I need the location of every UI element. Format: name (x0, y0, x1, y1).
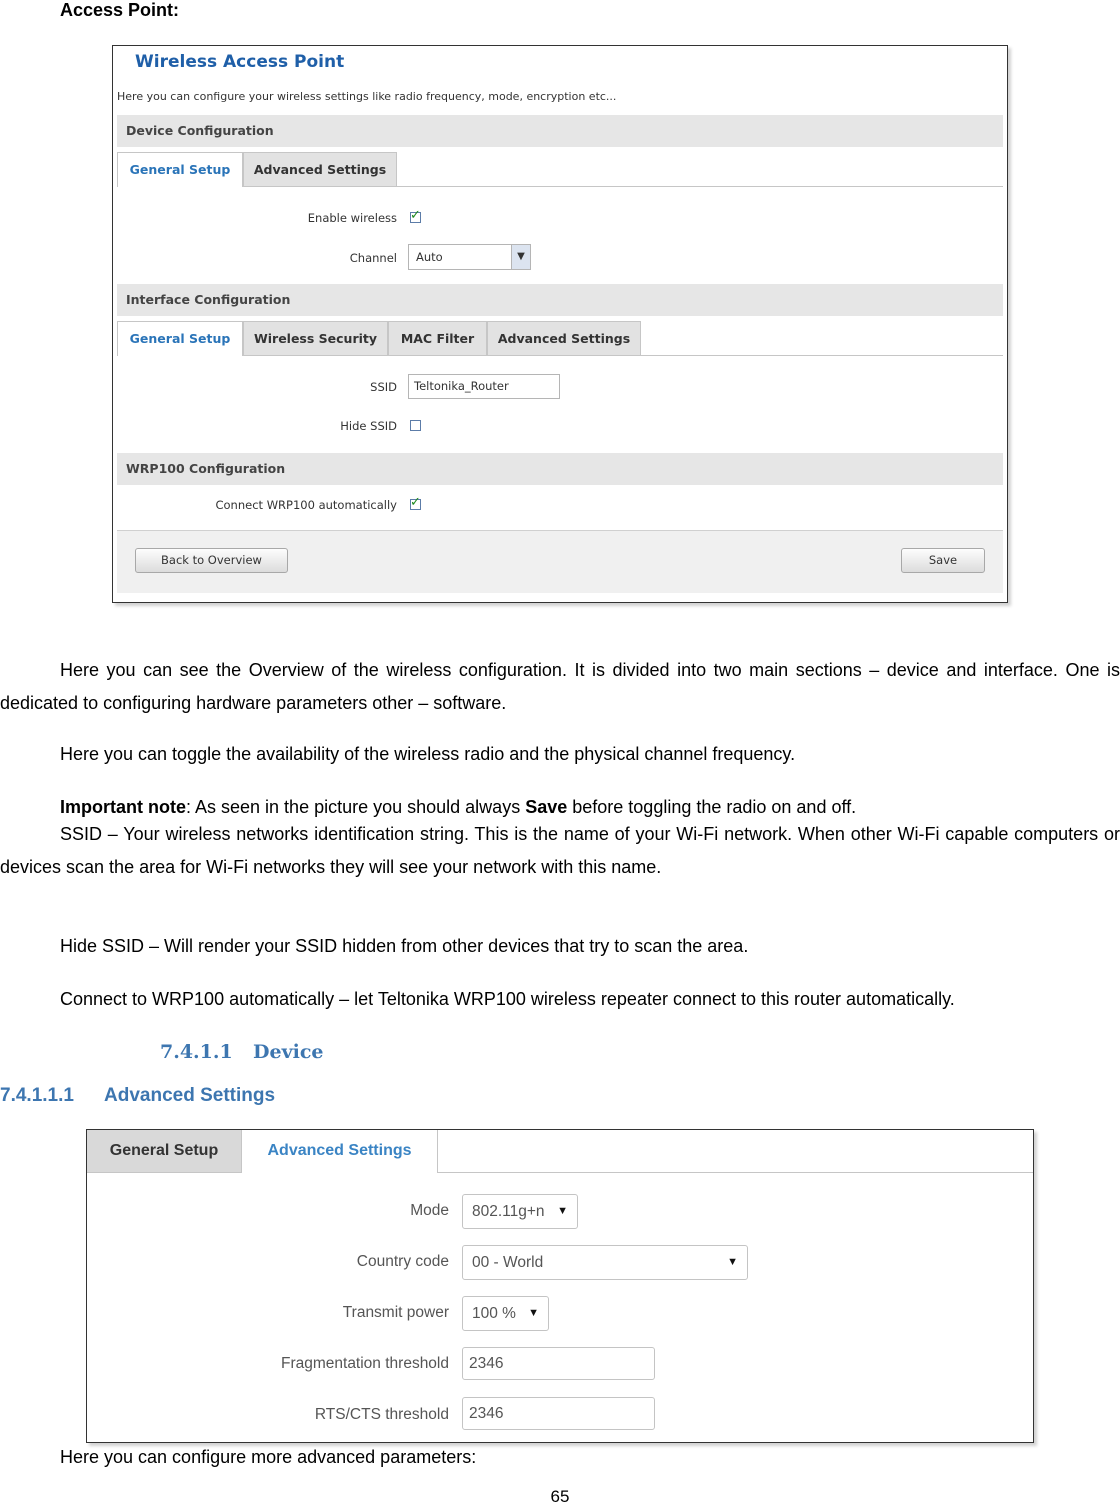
transmit-power-select[interactable] (462, 1296, 549, 1331)
page-number: 65 (550, 1487, 570, 1506)
heading-advanced-settings: 7.4.1.1.1 Advanced Settings (0, 1085, 276, 1106)
back-to-overview-button[interactable]: Back to Overview (135, 548, 288, 573)
mode-value: 802.11g+n (472, 1203, 545, 1220)
fragmentation-threshold-input[interactable]: 2346 (462, 1347, 655, 1380)
hide-ssid-checkbox[interactable] (410, 420, 421, 431)
access-point-heading: Access Point: (60, 0, 180, 20)
heading-device: 7.4.1.1 Device (160, 1041, 324, 1063)
channel-value: Auto (416, 250, 443, 264)
paragraph-overview: Here you can see the Overview of the wireless configuration. It is divided into two main sections – device and interface. One is dedicated to configuring hardware parameters other – software. (0, 660, 1120, 713)
connect-wrp100-label: Connect WRP100 automatically (215, 498, 397, 512)
device-tabs (117, 152, 1003, 187)
paragraph-advanced-intro: Here you can configure more advanced parameters: (60, 1447, 477, 1467)
tab-general-setup[interactable]: General Setup (87, 1130, 242, 1172)
wireless-ap-screenshot (112, 45, 1008, 603)
channel-select[interactable] (408, 244, 531, 270)
mode-select[interactable] (462, 1194, 578, 1229)
hide-ssid-label: Hide SSID (340, 419, 397, 433)
dropdown-arrow-icon: ▼ (557, 1205, 568, 1217)
form-footer (117, 530, 1003, 593)
paragraph-ssid: SSID – Your wireless networks identification string. This is the name of your Wi-Fi network. When other Wi-Fi capable computers or devices scan the area for Wi-Fi networks they will see your network with this name. (0, 824, 1120, 877)
wap-title: Wireless Access Point (135, 52, 345, 72)
tab-mac-filter[interactable]: MAC Filter (388, 321, 487, 355)
transmit-power-value: 100 % (472, 1305, 516, 1322)
tab-wireless-security[interactable]: Wireless Security (243, 321, 388, 355)
mode-label: Mode (410, 1202, 449, 1219)
device-configuration-bar: Device Configuration (117, 115, 1003, 147)
transmit-power-label: Transmit power (342, 1304, 449, 1321)
ssid-input[interactable]: Teltonika_Router (408, 374, 560, 399)
country-code-label: Country code (356, 1253, 449, 1270)
tab-device-advanced-settings[interactable]: Advanced Settings (243, 152, 397, 186)
country-code-value: 00 - World (472, 1254, 544, 1271)
channel-label: Channel (349, 251, 397, 265)
wap-description: Here you can configure your wireless settings like radio frequency, mode, encryption etc... (117, 90, 617, 103)
country-code-select[interactable] (462, 1245, 748, 1280)
advanced-tabs (87, 1130, 1033, 1173)
dropdown-arrow-icon: ▼ (528, 1307, 539, 1319)
advanced-settings-screenshot (86, 1129, 1034, 1443)
ssid-label: SSID (370, 380, 397, 394)
paragraph-toggle: Here you can toggle the availability of the wireless radio and the physical channel frequency. (60, 744, 796, 764)
interface-configuration-bar: Interface Configuration (117, 284, 1003, 316)
tab-device-general-setup[interactable]: General Setup (117, 152, 243, 187)
paragraph-connect-wrp100: Connect to WRP100 automatically – let Teltonika WRP100 wireless repeater connect to this router automatically. (60, 989, 955, 1009)
chevron-down-icon: ▼ (511, 245, 530, 269)
rts-cts-threshold-label: RTS/CTS threshold (314, 1406, 449, 1423)
dropdown-arrow-icon: ▼ (727, 1256, 738, 1268)
interface-tabs (117, 321, 1003, 356)
fragmentation-threshold-label: Fragmentation threshold (280, 1355, 449, 1372)
rts-cts-threshold-input[interactable]: 2346 (462, 1397, 655, 1430)
connect-wrp100-checkbox[interactable] (410, 499, 421, 510)
enable-wireless-label: Enable wireless (307, 211, 397, 225)
tab-advanced-settings[interactable]: Advanced Settings (242, 1130, 438, 1173)
save-button[interactable]: Save (901, 548, 985, 573)
save-word: Save (525, 797, 568, 817)
enable-wireless-checkbox[interactable] (410, 212, 421, 223)
paragraph-hide-ssid: Hide SSID – Will render your SSID hidden from other devices that try to scan the area. (60, 936, 749, 956)
paragraph-important-note: Important note: As seen in the picture you should always Save before toggling the radio on and off. (60, 797, 857, 817)
wrp100-configuration-bar: WRP100 Configuration (117, 453, 1003, 485)
important-note-label: Important note (60, 797, 186, 817)
tab-interface-advanced-settings[interactable]: Advanced Settings (487, 321, 641, 355)
tab-interface-general-setup[interactable]: General Setup (117, 321, 243, 356)
